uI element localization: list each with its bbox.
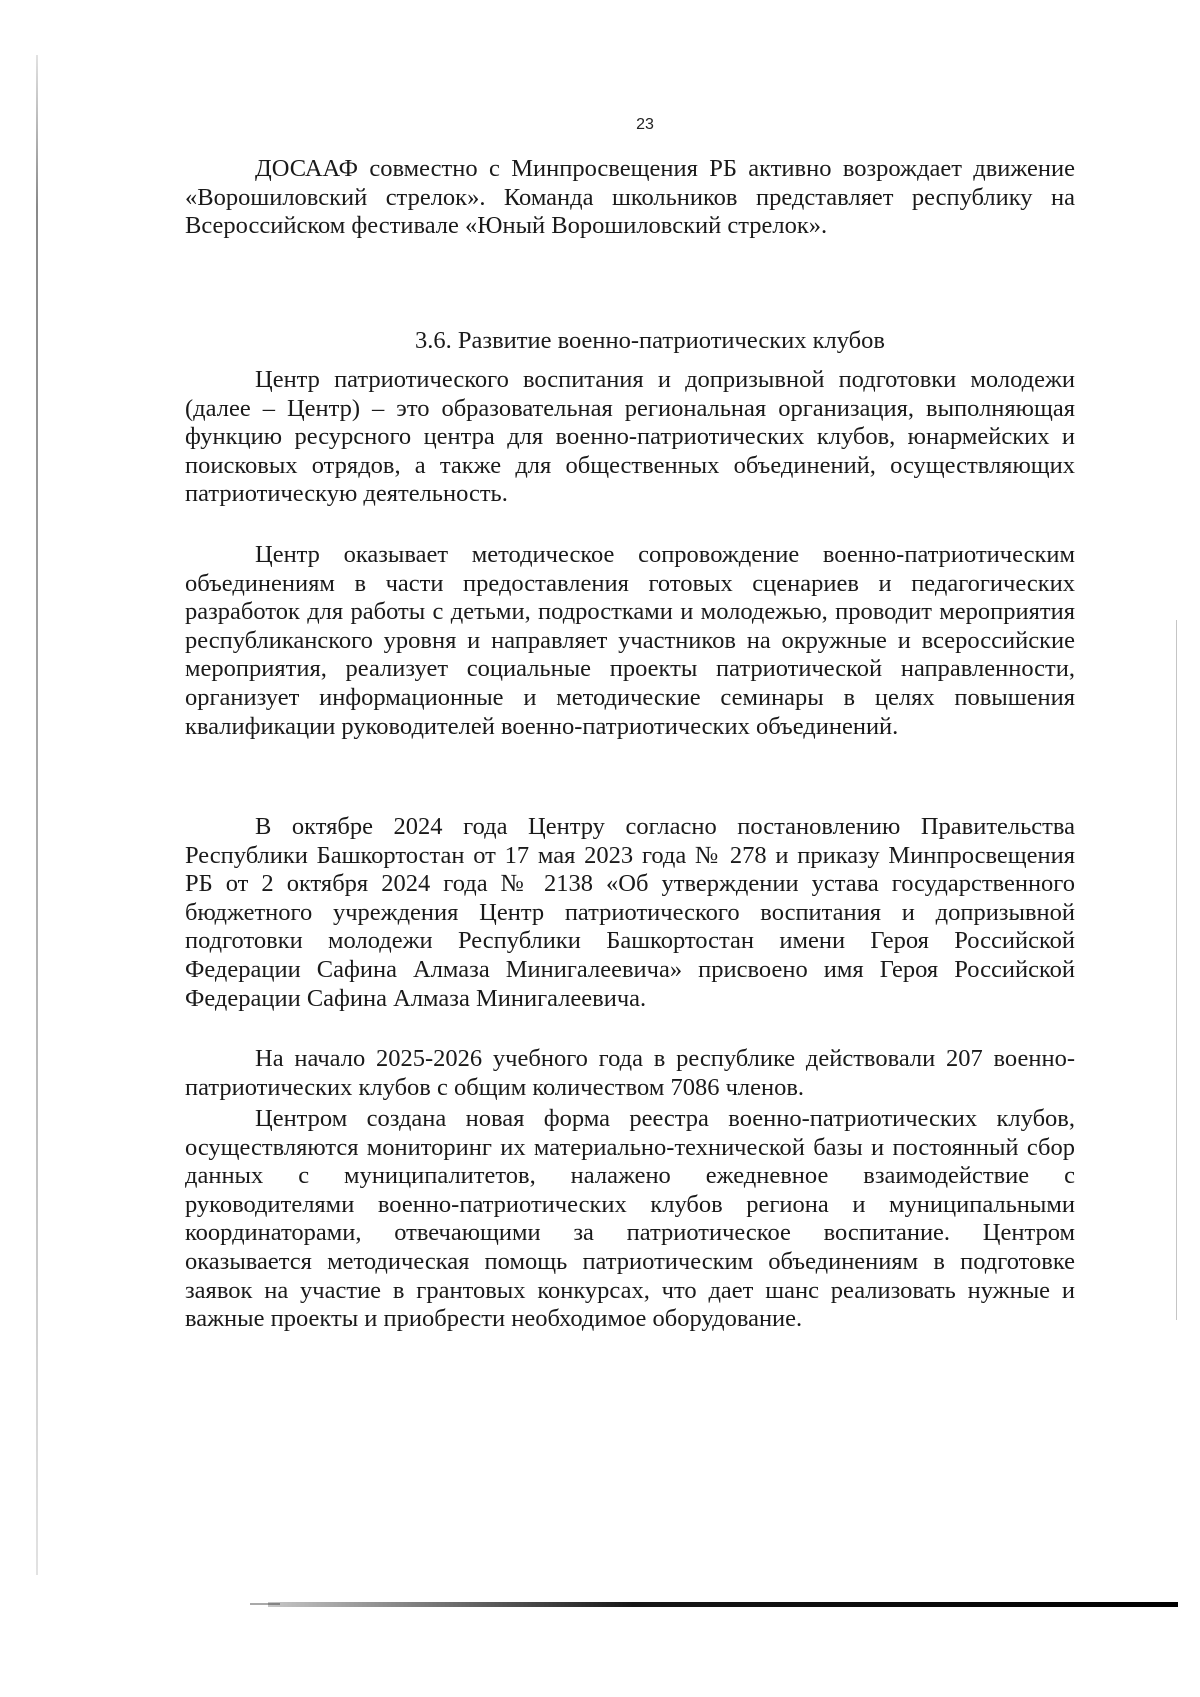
paragraph-methodical-support: Центр оказывает методическое сопровождение военно-патриотическим объединениям в части предоставления готовых сценариев и педагогических разработок для работы с детьми, подростками и молодежью, проводит мероприятия республиканского уровня и направляет участников на окружные и всероссийские мероприятия, реализует социальные проекты патриотической направленности, организует информационные и методические семинары в целях повышения квалификации руководителей военно-патриотических объединений.: [185, 541, 1075, 740]
paragraph-club-statistics: На начало 2025-2026 учебного года в республике действовали 207 военно-патриотических клубов с общим количеством 7086 членов.: [185, 1045, 1075, 1101]
section-heading: 3.6. Развитие военно-патриотических клубов: [415, 327, 885, 354]
scan-margin-line-left: [36, 55, 38, 1575]
paragraph-naming-decree: В октябре 2024 года Центру согласно постановлению Правительства Республики Башкортостан от 17 мая 2023 года № 278 и приказу Минпросвещения РБ от 2 октября 2024 года № 2138 «Об утверждении устава государственного бюджетного учреждения Центр патриотического воспитания и допризывной подготовки молодежи Республики Башкортостан имени Героя Российской Федерации Сафина Алмаза Минигалеевича» присвоено имя Героя Российской Федерации Сафина Алмаза Минигалеевича.: [185, 813, 1075, 1012]
scan-margin-line-right: [1176, 620, 1177, 1320]
paragraph-center-description: Центр патриотического воспитания и допризывной подготовки молодежи (далее – Центр) – это образовательная региональная организация, выполняющая функцию ресурсного центра для военно-патриотических клубов, юнармейских и поисковых отрядов, а также для общественных объединений, осуществляющих патриотическую деятельность.: [185, 366, 1075, 508]
paragraph-registry-monitoring: Центром создана новая форма реестра военно-патриотических клубов, осуществляются мониторинг их материально-технической базы и постоянный сбор данных с муниципалитетов, налажено ежедневное взаимодействие с руководителями военно-патриотических клубов региона и муниципальными координаторами, отвечающими за патриотическое воспитание. Центром оказывается методическая помощь патриотическим объединениям в подготовке заявок на участие в грантовых конкурсах, что дает шанс реализовать нужные и важные проекты и приобрести необходимое оборудование.: [185, 1105, 1075, 1333]
intro-paragraph: ДОСААФ совместно с Минпросвещения РБ активно возрождает движение «Ворошиловский стрелок». Команда школьников представляет республику на Всероссийском фестивале «Юный Ворошиловский стрелок».: [185, 155, 1075, 240]
scan-bottom-rule: [268, 1602, 1178, 1607]
page-number: 23: [636, 116, 654, 133]
